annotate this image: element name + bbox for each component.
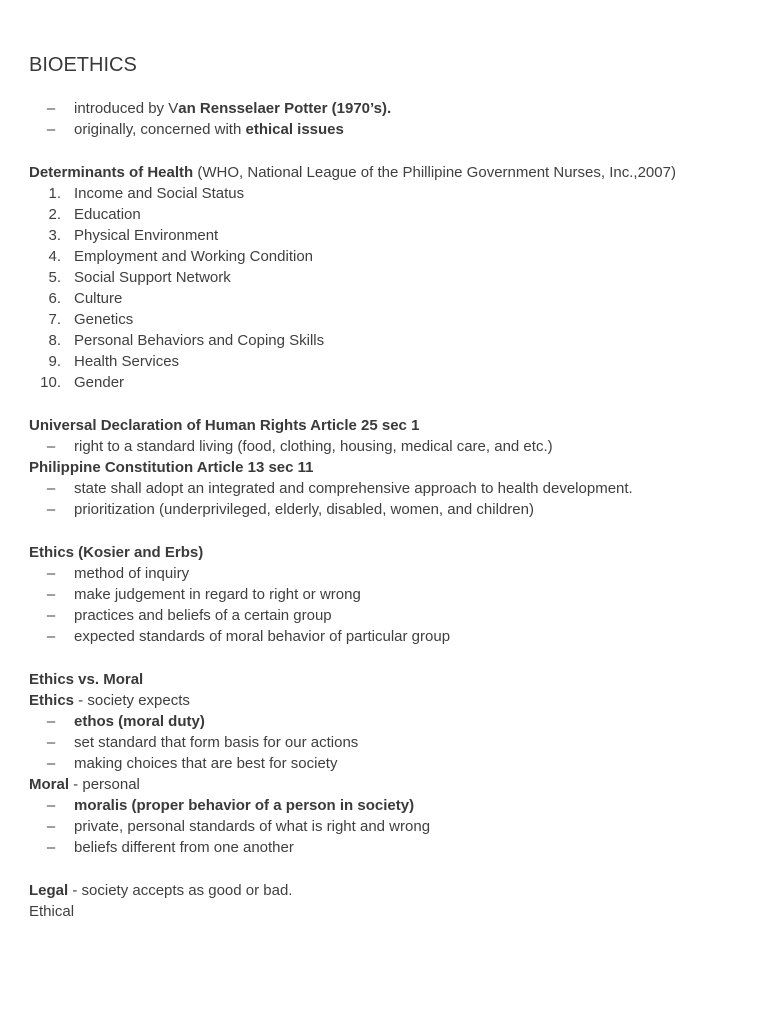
numbered-item xyxy=(29,351,739,372)
determinants-list xyxy=(29,183,739,393)
item-number: 4. xyxy=(48,248,61,265)
list-item xyxy=(29,605,739,626)
intro-list xyxy=(29,98,739,140)
list-item xyxy=(29,626,739,647)
item-text: practices and beliefs of a certain group xyxy=(74,607,332,624)
item-number: 3. xyxy=(48,227,61,244)
item-text: Culture xyxy=(74,290,123,307)
numbered-item xyxy=(29,330,739,351)
udhr-heading: Universal Declaration of Human Rights Article 25 sec 1 xyxy=(29,417,420,434)
item-bold-text: moralis (proper behavior of a person in society) xyxy=(74,797,415,814)
list-item xyxy=(29,98,739,119)
moral-list xyxy=(29,795,739,858)
item-number: 6. xyxy=(48,290,61,307)
determinants-heading-line xyxy=(29,162,739,183)
list-item xyxy=(29,119,739,140)
item-number: 2. xyxy=(48,206,61,223)
item-number: 9. xyxy=(48,353,61,370)
list-item xyxy=(29,563,739,584)
udhr-list xyxy=(29,436,739,457)
document-title: BIOETHICS xyxy=(29,54,137,76)
ethics-term-line xyxy=(29,690,739,711)
moral-term-line xyxy=(29,774,739,795)
dash-bullet: – xyxy=(46,586,56,603)
dash-bullet: – xyxy=(46,797,56,814)
constitution-heading: Philippine Constitution Article 13 sec 11 xyxy=(29,459,314,476)
section-heading: Determinants of Health xyxy=(29,164,194,181)
list-item xyxy=(29,478,739,499)
ethics-vs-moral-heading: Ethics vs. Moral xyxy=(29,671,144,688)
item-text: make judgement in regard to right or wrong xyxy=(74,586,361,603)
dash-bullet: – xyxy=(46,565,56,582)
item-text: expected standards of moral behavior of particular group xyxy=(74,628,451,645)
list-item xyxy=(29,499,739,520)
numbered-item xyxy=(29,309,739,330)
dash-bullet: – xyxy=(46,818,56,835)
ethical-label: Ethical xyxy=(29,903,75,920)
numbered-item xyxy=(29,372,739,393)
dash-bullet: – xyxy=(46,121,56,138)
item-text: state shall adopt an integrated and comprehensive approach to health development. xyxy=(74,480,633,497)
dash-bullet: – xyxy=(46,734,56,751)
dash-bullet: – xyxy=(46,713,56,730)
numbered-item xyxy=(29,183,739,204)
numbered-item xyxy=(29,246,739,267)
item-text: Education xyxy=(74,206,141,223)
item-text: private, personal standards of what is right and wrong xyxy=(74,818,431,835)
dash-bullet: – xyxy=(46,438,56,455)
term-description: - personal xyxy=(69,776,140,793)
item-number: 10. xyxy=(40,374,61,391)
item-text: beliefs different from one another xyxy=(74,839,294,856)
item-text: introduced by V xyxy=(74,100,179,117)
item-text: Gender xyxy=(74,374,125,391)
dash-bullet: – xyxy=(46,100,56,117)
item-text: Social Support Network xyxy=(74,269,231,286)
term-description: - society accepts as good or bad. xyxy=(68,882,293,899)
item-text: originally, concerned with xyxy=(74,121,246,138)
dash-bullet: – xyxy=(46,607,56,624)
list-item xyxy=(29,584,739,605)
list-item xyxy=(29,711,739,732)
dash-bullet: – xyxy=(46,480,56,497)
item-text: right to a standard living (food, clothing, housing, medical care, and etc.) xyxy=(74,438,553,455)
legal-line xyxy=(29,880,739,901)
item-text: set standard that form basis for our actions xyxy=(74,734,359,751)
dash-bullet: – xyxy=(46,501,56,518)
ethics-list xyxy=(29,711,739,774)
dash-bullet: – xyxy=(46,755,56,772)
list-item xyxy=(29,732,739,753)
numbered-item xyxy=(29,288,739,309)
term: Ethics xyxy=(29,692,75,709)
term: Moral xyxy=(29,776,70,793)
ethics-definition-list xyxy=(29,563,739,647)
item-number: 7. xyxy=(48,311,61,328)
item-text: method of inquiry xyxy=(74,565,190,582)
numbered-item xyxy=(29,225,739,246)
item-text: Genetics xyxy=(74,311,134,328)
item-bold-text: ethical issues xyxy=(245,121,344,138)
dash-bullet: – xyxy=(46,839,56,856)
dash-bullet: – xyxy=(46,628,56,645)
item-text: Employment and Working Condition xyxy=(74,248,314,265)
term: Legal xyxy=(29,882,69,899)
item-text: Health Services xyxy=(74,353,180,370)
list-item xyxy=(29,436,739,457)
heading-source: (WHO, National League of the Phillipine Government Nurses, Inc.,2007) xyxy=(193,164,676,181)
list-item xyxy=(29,795,739,816)
item-number: 1. xyxy=(48,185,61,202)
ethics-definition-heading: Ethics (Kosier and Erbs) xyxy=(29,544,204,561)
item-number: 8. xyxy=(48,332,61,349)
term-description: - society expects xyxy=(74,692,190,709)
list-item xyxy=(29,837,739,858)
item-number: 5. xyxy=(48,269,61,286)
list-item xyxy=(29,816,739,837)
item-text: Physical Environment xyxy=(74,227,219,244)
numbered-item xyxy=(29,204,739,225)
item-text: making choices that are best for society xyxy=(74,755,338,772)
item-text: Income and Social Status xyxy=(74,185,245,202)
item-text: Personal Behaviors and Coping Skills xyxy=(74,332,325,349)
item-bold-text: ethos (moral duty) xyxy=(74,713,205,730)
item-bold-text: an Rensselaer Potter (1970’s). xyxy=(178,100,392,117)
list-item xyxy=(29,753,739,774)
numbered-item xyxy=(29,267,739,288)
item-text: prioritization (underprivileged, elderly, disabled, women, and children) xyxy=(74,501,534,518)
constitution-list xyxy=(29,478,739,520)
